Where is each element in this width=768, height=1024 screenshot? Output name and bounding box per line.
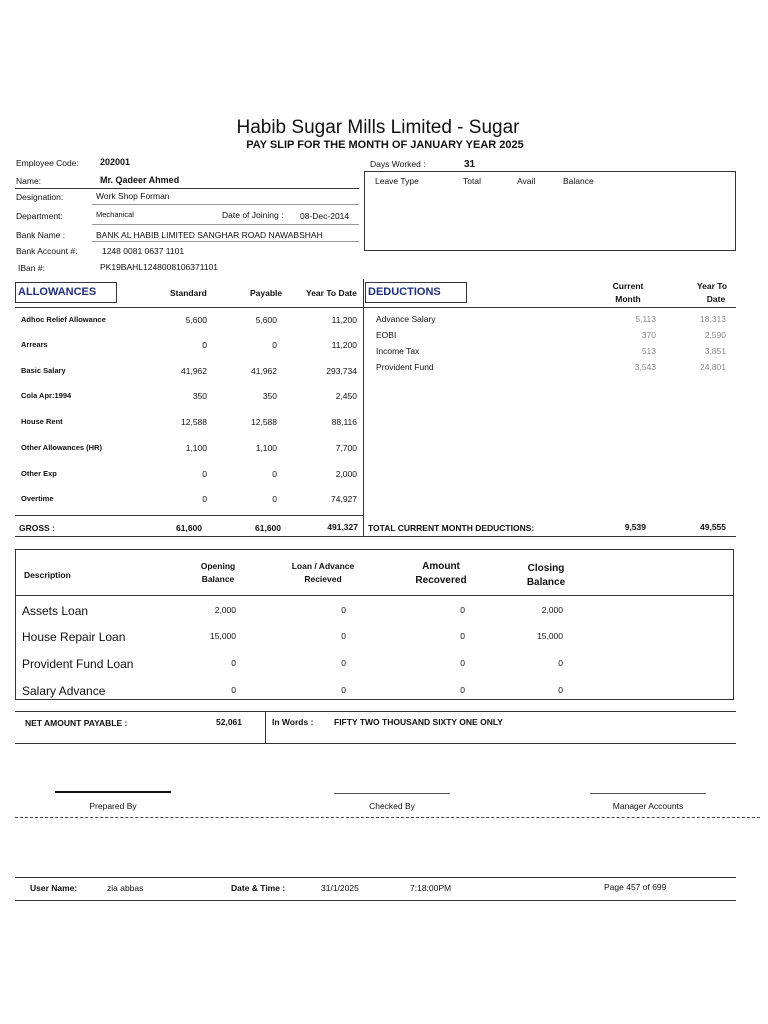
bank-account: 1248 0081 0637 1101 bbox=[102, 246, 185, 256]
gross-ytd: 491,327 bbox=[327, 522, 358, 532]
leave-type-header: Leave Type bbox=[375, 176, 419, 186]
col-current-month-1: Current bbox=[612, 281, 644, 291]
allowance-payable: 350 bbox=[262, 391, 277, 401]
in-words-label: In Words : bbox=[272, 717, 314, 727]
net-payable-label: NET AMOUNT PAYABLE : bbox=[25, 718, 128, 728]
allowance-payable: 41,962 bbox=[251, 366, 277, 376]
doj-label: Date of Joining : bbox=[222, 210, 284, 220]
allowance-name: Other Allowances (HR) bbox=[21, 443, 102, 452]
deduction-ytd: 18,313 bbox=[700, 314, 726, 324]
allowance-name: House Rent bbox=[21, 417, 63, 426]
loan-opening: 15,000 bbox=[210, 631, 236, 641]
loan-received: 0 bbox=[341, 658, 346, 668]
net-payable-amount: 52,061 bbox=[216, 717, 242, 727]
deduction-name: EOBI bbox=[376, 330, 397, 340]
allowance-name: Arrears bbox=[21, 340, 48, 349]
loan-col-received-1: Loan / Advance bbox=[291, 561, 355, 571]
days-worked: 31 bbox=[464, 159, 476, 170]
iban: PK19BAHL1248008106371101 bbox=[100, 262, 219, 272]
col-deduction-ytd-1: Year To bbox=[696, 281, 728, 291]
allowance-name: Cola Apr:1994 bbox=[21, 391, 72, 400]
net-amount-in-words: FIFTY TWO THOUSAND SIXTY ONE ONLY bbox=[334, 717, 503, 727]
allowance-ytd: 2,000 bbox=[335, 469, 357, 479]
allowance-ytd: 11,200 bbox=[331, 315, 357, 325]
deduction-ytd: 2,590 bbox=[704, 330, 726, 340]
loan-closing: 0 bbox=[558, 685, 563, 695]
deductions-heading: DEDUCTIONS bbox=[365, 282, 467, 303]
deduction-current: 3,543 bbox=[634, 362, 656, 372]
leave-balance-header: Balance bbox=[563, 176, 594, 186]
employee-name: Mr. Qadeer Ahmed bbox=[100, 175, 180, 185]
col-current-month-2: Month bbox=[615, 294, 641, 304]
loan-received: 0 bbox=[341, 685, 346, 695]
col-deduction-ytd-2: Date bbox=[706, 294, 726, 304]
manager-signature-line bbox=[590, 793, 706, 794]
deduction-name: Income Tax bbox=[376, 346, 420, 356]
allowance-payable: 0 bbox=[272, 469, 277, 479]
allowance-ytd: 11,200 bbox=[331, 340, 357, 350]
company-title: Habib Sugar Mills Limited - Sugar bbox=[236, 117, 520, 138]
loan-name: Salary Advance bbox=[22, 684, 106, 698]
allowance-standard: 350 bbox=[192, 391, 207, 401]
department-label: Department: bbox=[16, 211, 63, 221]
allowance-standard: 41,962 bbox=[181, 366, 207, 376]
total-deductions-ytd: 49,555 bbox=[700, 522, 726, 532]
allowance-payable: 0 bbox=[272, 494, 277, 504]
loan-name: Provident Fund Loan bbox=[22, 657, 134, 671]
loan-col-received-2: Recieved bbox=[304, 574, 342, 584]
allowances-heading: ALLOWANCES bbox=[15, 282, 117, 303]
col-payable: Payable bbox=[250, 288, 283, 298]
deduction-ytd: 24,801 bbox=[700, 362, 726, 372]
bank-name-label: Bank Name : bbox=[16, 230, 66, 240]
allowance-payable: 1,100 bbox=[255, 443, 277, 453]
prepared-signature-line bbox=[55, 791, 171, 793]
loan-closing: 0 bbox=[558, 658, 563, 668]
date-time-label: Date & Time : bbox=[231, 883, 286, 893]
gross-label: GROSS : bbox=[19, 523, 55, 533]
name-label: Name: bbox=[16, 176, 42, 186]
loan-col-closing-2: Balance bbox=[526, 577, 566, 588]
allowance-payable: 5,600 bbox=[255, 315, 277, 325]
allowance-name: Basic Salary bbox=[21, 366, 66, 375]
print-date: 31/1/2025 bbox=[321, 883, 359, 893]
dashed-separator bbox=[15, 817, 760, 818]
allowance-name: Other Exp bbox=[21, 469, 57, 478]
loan-closing: 15,000 bbox=[537, 631, 563, 641]
deduction-ytd: 3,851 bbox=[704, 346, 726, 356]
checked-by: Checked By bbox=[369, 801, 415, 811]
deduction-name: Advance Salary bbox=[376, 314, 436, 324]
col-standard: Standard bbox=[170, 288, 207, 298]
allowance-standard: 0 bbox=[202, 340, 207, 350]
department: Mechanical bbox=[96, 210, 134, 219]
deduction-current: 5,113 bbox=[635, 314, 656, 324]
employee-code-label: Employee Code: bbox=[16, 158, 79, 168]
total-deductions-current: 9,539 bbox=[624, 522, 646, 532]
payslip-subtitle: PAY SLIP FOR THE MONTH OF JANUARY YEAR 2025 bbox=[246, 139, 524, 151]
allowance-standard: 0 bbox=[202, 494, 207, 504]
loan-recovered: 0 bbox=[460, 658, 465, 668]
loan-col-opening-1: Opening bbox=[200, 561, 236, 571]
allowance-standard: 5,600 bbox=[185, 315, 207, 325]
loan-recovered: 0 bbox=[460, 605, 465, 615]
loan-opening: 0 bbox=[231, 658, 236, 668]
loan-received: 0 bbox=[341, 605, 346, 615]
allowance-ytd: 7,700 bbox=[335, 443, 357, 453]
page-number: Page 457 of 699 bbox=[604, 882, 667, 892]
gross-payable: 61,600 bbox=[255, 523, 281, 533]
deduction-current: 513 bbox=[641, 346, 656, 356]
days-worked-label: Days Worked : bbox=[370, 159, 426, 169]
allowance-payable: 12,588 bbox=[251, 417, 277, 427]
loans-table bbox=[15, 549, 734, 700]
allowance-ytd: 88,116 bbox=[331, 417, 357, 427]
deduction-current: 370 bbox=[641, 330, 656, 340]
allowance-standard: 12,588 bbox=[181, 417, 207, 427]
loan-closing: 2,000 bbox=[541, 605, 563, 615]
designation-label: Designation: bbox=[16, 192, 64, 202]
loan-opening: 0 bbox=[231, 685, 236, 695]
gross-standard: 61,600 bbox=[176, 523, 202, 533]
allowance-ytd: 74,927 bbox=[331, 494, 357, 504]
print-time: 7:18:00PM bbox=[410, 883, 452, 893]
checked-signature-line bbox=[334, 793, 450, 794]
loan-recovered: 0 bbox=[460, 631, 465, 641]
date-of-joining: 08-Dec-2014 bbox=[300, 211, 350, 221]
designation: Work Shop Forman bbox=[96, 191, 170, 201]
leave-avail-header: Avail bbox=[517, 176, 536, 186]
leave-total-header: Total bbox=[463, 176, 481, 186]
user-name-label: User Name: bbox=[30, 883, 78, 893]
loan-recovered: 0 bbox=[460, 685, 465, 695]
loan-name: House Repair Loan bbox=[22, 630, 126, 644]
loan-col-recovered-1: Amount bbox=[422, 561, 460, 572]
allowance-standard: 1,100 bbox=[185, 443, 207, 453]
iban-label: IBan #: bbox=[18, 263, 45, 273]
manager-accounts: Manager Accounts bbox=[612, 801, 684, 811]
prepared-by: Prepared By bbox=[89, 801, 137, 811]
deduction-name: Provident Fund bbox=[376, 362, 434, 372]
loan-received: 0 bbox=[341, 631, 346, 641]
total-deductions-label: TOTAL CURRENT MONTH DEDUCTIONS: bbox=[368, 523, 535, 533]
col-year-to-date: Year To Date bbox=[306, 288, 357, 298]
loan-col-description: Description bbox=[24, 570, 71, 580]
allowance-name: Overtime bbox=[21, 494, 54, 503]
user-name: zia abbas bbox=[107, 883, 144, 893]
loan-col-recovered-2: Recovered bbox=[415, 575, 467, 586]
bank-account-label: Bank Account #: bbox=[16, 246, 78, 256]
allowance-name: Adhoc Relief Allowance bbox=[21, 315, 106, 324]
loan-col-closing-1: Closing bbox=[527, 563, 565, 574]
leave-box bbox=[364, 171, 736, 251]
allowance-standard: 0 bbox=[202, 469, 207, 479]
loan-opening: 2,000 bbox=[214, 605, 236, 615]
loan-name: Assets Loan bbox=[22, 604, 89, 618]
bank-name: BANK AL HABIB LIMITED SANGHAR ROAD NAWABSHAH bbox=[96, 230, 323, 240]
employee-code: 202001 bbox=[100, 157, 131, 167]
allowance-payable: 0 bbox=[272, 340, 277, 350]
allowance-ytd: 293,734 bbox=[326, 366, 357, 376]
loan-col-opening-2: Balance bbox=[201, 574, 235, 584]
allowance-ytd: 2,450 bbox=[335, 391, 357, 401]
